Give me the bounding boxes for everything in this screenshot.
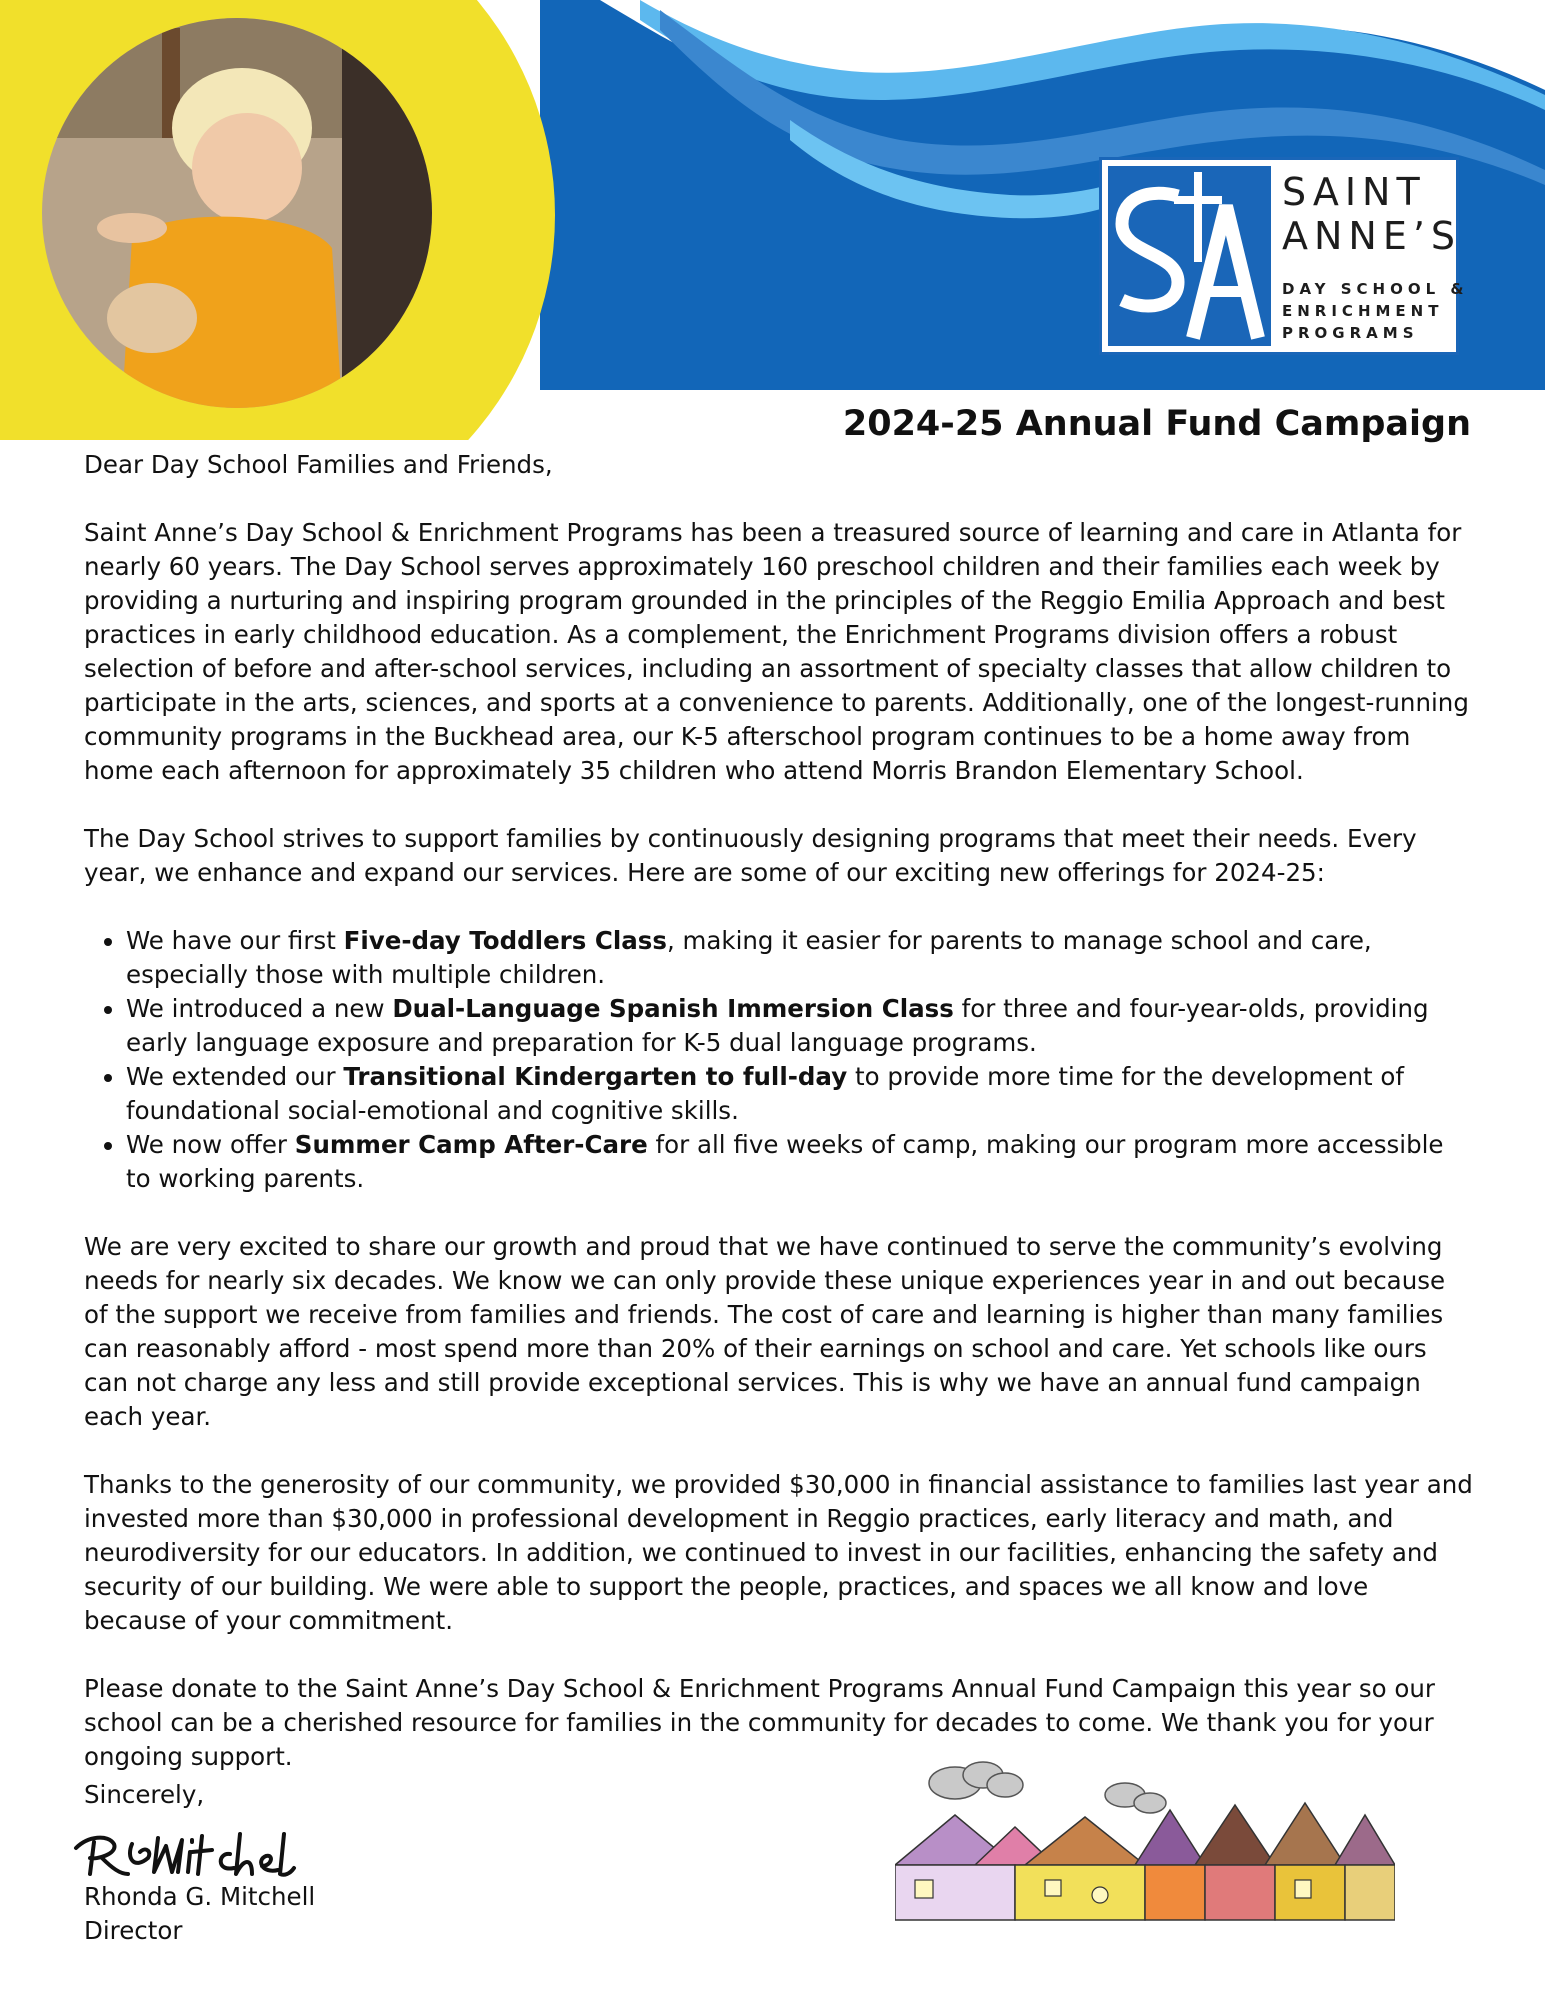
closing: Sincerely, — [84, 1780, 205, 1809]
list-item: • We now offer Summer Camp After-Care for all five weeks of camp, making our program more accessible to working parents. — [126, 1128, 1474, 1196]
logo-line-programs: PROGRAMS — [1282, 324, 1419, 342]
childrens-drawing-houses — [895, 1755, 1395, 1925]
letter-body — [84, 448, 1474, 1774]
signer-title: Director — [84, 1916, 183, 1945]
logo-line-enrichment: ENRICHMENT — [1282, 302, 1444, 320]
list-item: • We have our first Five-day Toddlers Class, making it easier for parents to manage school and care, especially those with multiple children. — [126, 924, 1474, 992]
offerings-list — [84, 924, 1474, 1196]
paragraph-3: We are very excited to share our growth and proud that we have continued to serve the community’s evolving needs for nearly six decades. We know we can only provide these unique experiences year in and out because of the support we receive from families and friends. The cost of care and learning is higher than many families can reasonably afford - most spend more than 20% of their earnings on school and care. Yet schools like ours can not charge any less and still provide exceptional services. This is why we have an annual fund campaign each year. — [84, 1232, 1446, 1431]
page-title: 2024-25 Annual Fund Campaign — [842, 404, 1471, 444]
signer-name: Rhonda G. Mitchell — [84, 1882, 316, 1911]
logo-line-saint: SAINT — [1282, 170, 1426, 214]
paragraph-2: The Day School strives to support families by continuously designing programs that meet their needs. Every year, we enhance and expand our services. Here are some of our exciting new offerings for 2024-25: — [84, 824, 1417, 887]
list-item: • We introduced a new Dual-Language Spanish Immersion Class for three and four-year-olds, providing early language exposure and preparation for K-5 dual language programs. — [126, 992, 1474, 1060]
list-item: • We extended our Transitional Kindergarten to full-day to provide more time for the development of foundational social-emotional and cognitive skills. — [126, 1060, 1474, 1128]
logo-line-day-school: DAY SCHOOL & — [1282, 280, 1469, 298]
logo-line-annes: ANNE’S — [1282, 214, 1462, 258]
school-logo — [1099, 157, 1469, 355]
child-photo — [42, 18, 432, 408]
signer-block — [84, 1880, 315, 1948]
signature-handwritten — [68, 1818, 308, 1886]
paragraph-4: Thanks to the generosity of our community, we provided $30,000 in financial assistance to families last year and invested more than $30,000 in professional development in Reggio practices, early literacy and math, and neurodiversity for our educators. In addition, we continued to invest in our facilities, enhancing the safety and security of our building. We were able to support the people, practices, and spaces we all know and love because of your commitment. — [84, 1470, 1473, 1635]
sa-monogram-icon — [1108, 166, 1271, 346]
paragraph-5: Please donate to the Saint Anne’s Day School & Enrichment Programs Annual Fund Campaign this year so our school can be a cherished resource for families in the community for decades to come. We thank you for your ongoing support. — [84, 1674, 1435, 1771]
paragraph-1: Saint Anne’s Day School & Enrichment Programs has been a treasured source of learning and care in Atlanta for nearly 60 years. The Day School serves approximately 160 preschool children and their families each week by providing a nurturing and inspiring program grounded in the principles of the Reggio Emilia Approach and best practices in early childhood education. As a complement, the Enrichment Programs division offers a robust selection of before and after-school services, including an assortment of specialty classes that allow children to participate in the arts, sciences, and sports at a convenience to parents. Additionally, one of the longest-running community programs in the Buckhead area, our K-5 afterschool program continues to be a home away from home each afternoon for approximately 35 children who attend Morris Brandon Elementary School. — [84, 518, 1469, 785]
salutation: Dear Day School Families and Friends, — [84, 450, 553, 479]
